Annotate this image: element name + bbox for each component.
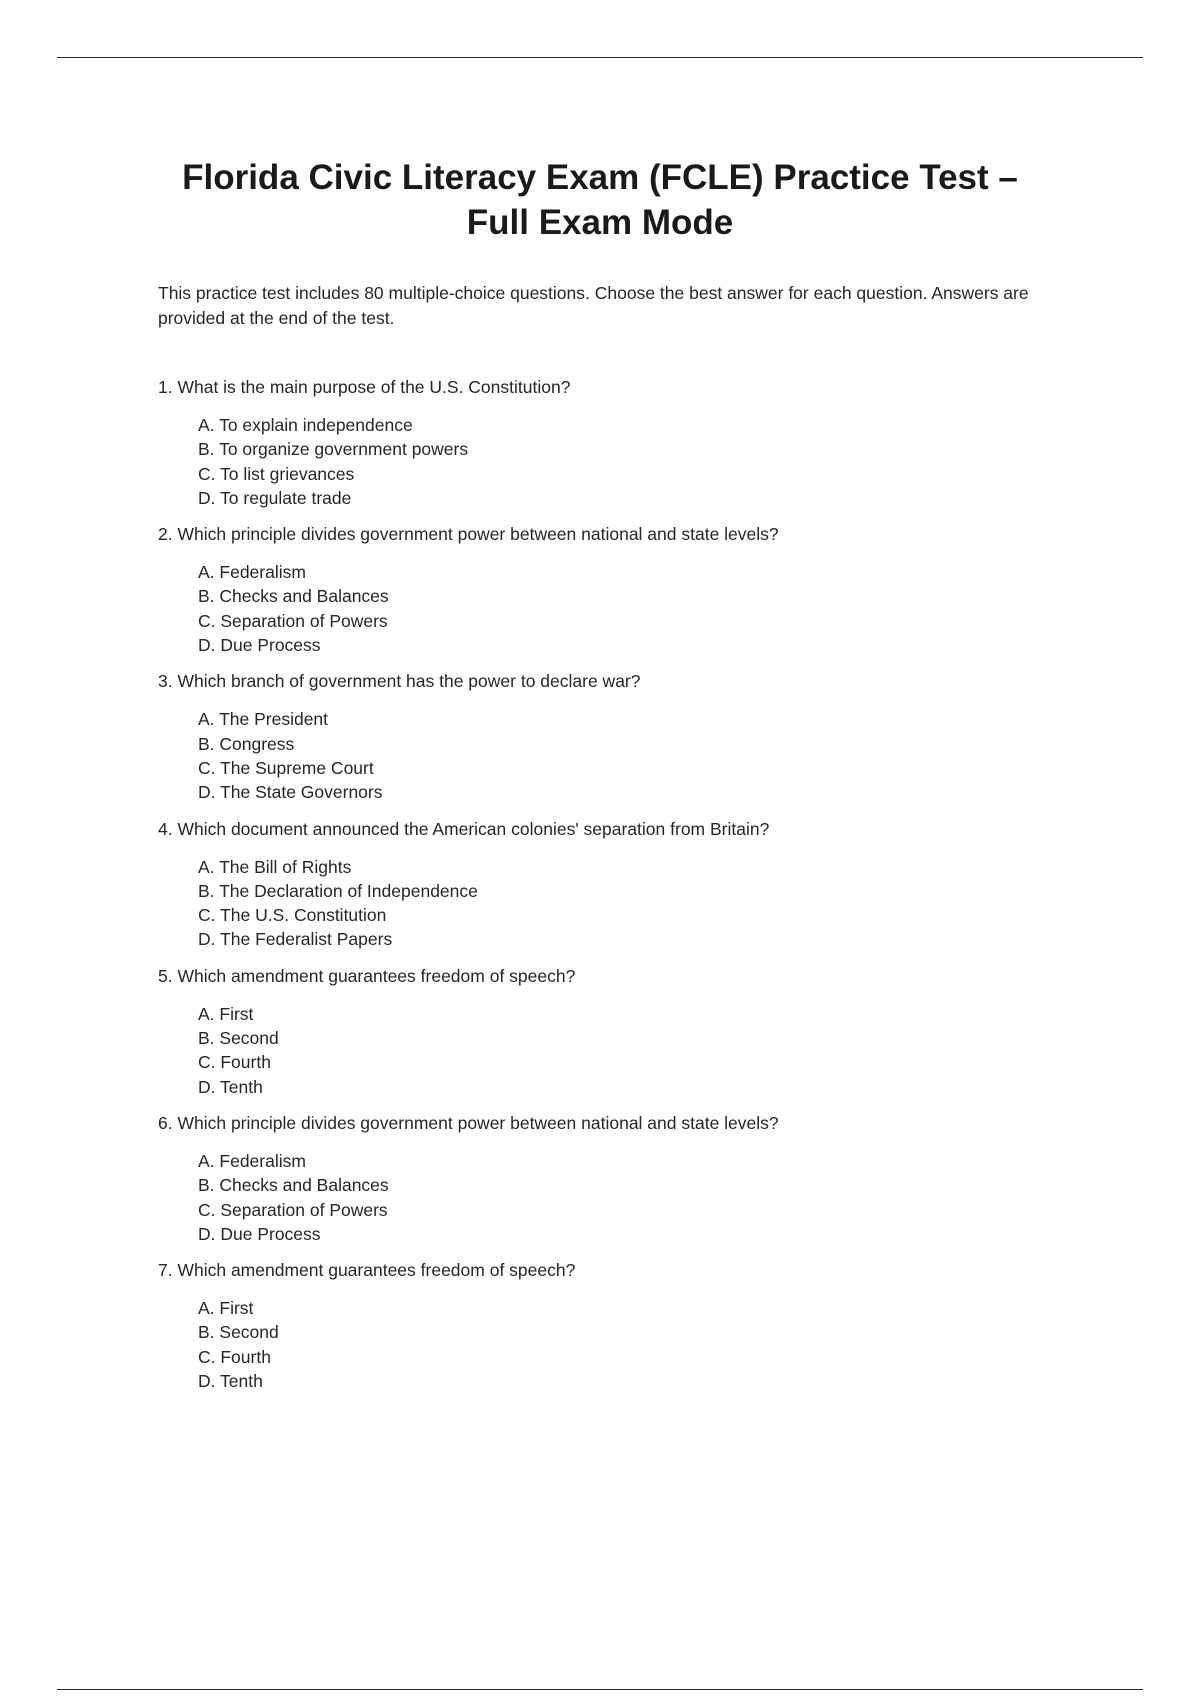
answer-option: C. Separation of Powers <box>198 610 388 631</box>
question-item <box>158 669 1058 804</box>
answer-option: C. To list grievances <box>198 463 355 484</box>
answer-option: A. The Bill of Rights <box>198 856 352 877</box>
question-text: 2. Which principle divides government power between national and state levels? <box>158 524 779 545</box>
question-text: 4. Which document announced the American colonies' separation from Britain? <box>158 818 770 839</box>
answer-options <box>198 1002 1058 1099</box>
answer-option: A. First <box>198 1298 254 1319</box>
answer-option: C. The Supreme Court <box>198 757 374 778</box>
answer-option: D. Tenth <box>198 1076 263 1097</box>
answer-option: C. Fourth <box>198 1052 271 1073</box>
top-divider <box>57 57 1143 58</box>
answer-options <box>198 1149 1058 1246</box>
answer-option: C. Separation of Powers <box>198 1199 388 1220</box>
answer-option: A. First <box>198 1003 254 1024</box>
answer-option: C. The U.S. Constitution <box>198 905 387 926</box>
question-item <box>158 375 1058 510</box>
question-text: 1. What is the main purpose of the U.S. Constitution? <box>158 377 571 397</box>
answer-option: A. The President <box>198 709 329 730</box>
answer-option: B. Second <box>198 1028 279 1049</box>
bottom-divider <box>57 1689 1143 1690</box>
document-title: Florida Civic Literacy Exam (FCLE) Practice Test – Full Exam Mode <box>182 158 1018 242</box>
answer-option: D. Due Process <box>198 635 321 656</box>
answer-option: B. Checks and Balances <box>198 586 389 607</box>
document-body <box>158 155 1058 1405</box>
answer-option: D. The State Governors <box>198 782 383 803</box>
answer-option: B. Congress <box>198 733 295 754</box>
question-item <box>158 1258 1058 1393</box>
document-intro: This practice test includes 80 multiple-choice questions. Choose the best answer for each question. Answers are provided at the end of the test. <box>158 283 1029 328</box>
answer-option: A. To explain independence <box>198 415 413 435</box>
answer-option: B. Checks and Balances <box>198 1175 389 1196</box>
question-item <box>158 522 1058 657</box>
question-text: 6. Which principle divides government power between national and state levels? <box>158 1112 779 1133</box>
answer-option: D. To regulate trade <box>198 487 352 508</box>
answer-options <box>198 560 1058 657</box>
answer-options <box>198 855 1058 952</box>
answer-option: A. Federalism <box>198 562 306 583</box>
answer-option: C. Fourth <box>198 1346 271 1367</box>
answer-options <box>198 1296 1058 1393</box>
answer-option: D. Tenth <box>198 1371 263 1392</box>
question-text: 7. Which amendment guarantees freedom of speech? <box>158 1260 576 1281</box>
answer-option: D. The Federalist Papers <box>198 929 393 950</box>
question-item <box>158 817 1058 952</box>
answer-option: B. The Declaration of Independence <box>198 880 478 901</box>
answer-option: B. To organize government powers <box>198 439 469 460</box>
question-text: 3. Which branch of government has the power to declare war? <box>158 671 641 692</box>
question-text: 5. Which amendment guarantees freedom of speech? <box>158 965 576 986</box>
answer-options <box>198 707 1058 804</box>
question-item <box>158 1111 1058 1246</box>
answer-options <box>198 413 1058 510</box>
question-list <box>158 375 1058 1393</box>
question-item <box>158 964 1058 1099</box>
answer-option: B. Second <box>198 1322 279 1343</box>
answer-option: A. Federalism <box>198 1150 306 1171</box>
answer-option: D. Due Process <box>198 1223 321 1244</box>
